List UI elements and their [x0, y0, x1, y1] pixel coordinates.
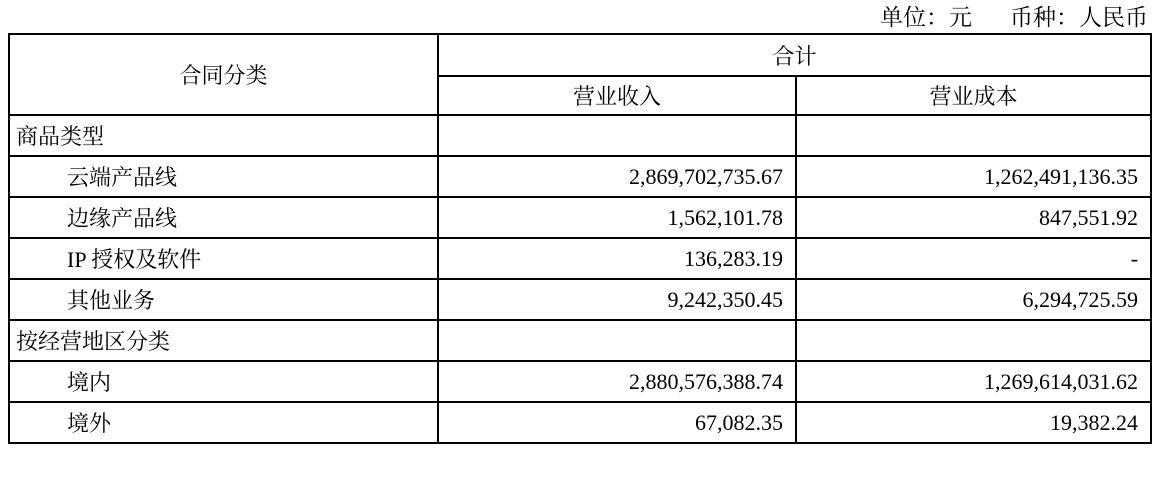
revenue-cell: 1,562,101.78 — [438, 197, 796, 238]
revenue-cell: 136,283.19 — [438, 238, 796, 279]
cost-cell — [796, 115, 1151, 156]
cost-cell: 1,269,614,031.62 — [796, 361, 1151, 402]
revenue-cost-table — [8, 33, 1152, 444]
revenue-cell: 9,242,350.45 — [438, 279, 796, 320]
category-cell: 云端产品线 — [9, 156, 438, 197]
header-operating-cost: 营业成本 — [796, 76, 1151, 115]
table-row — [9, 238, 1151, 279]
category-cell: 按经营地区分类 — [9, 320, 438, 361]
cost-cell: 19,382.24 — [796, 402, 1151, 443]
category-cell: IP 授权及软件 — [9, 238, 438, 279]
unit-label: 单位：元 — [880, 5, 972, 30]
table-row — [9, 402, 1151, 443]
category-cell: 商品类型 — [9, 115, 438, 156]
header-contract-category: 合同分类 — [9, 34, 438, 115]
table-row — [9, 320, 1151, 361]
cost-cell: 847,551.92 — [796, 197, 1151, 238]
revenue-cell — [438, 320, 796, 361]
table-row — [9, 279, 1151, 320]
table-row — [9, 197, 1151, 238]
category-cell: 其他业务 — [9, 279, 438, 320]
unit-currency-line — [880, 3, 1148, 33]
table-row — [9, 361, 1151, 402]
revenue-cell: 2,869,702,735.67 — [438, 156, 796, 197]
cost-cell: - — [796, 238, 1151, 279]
category-cell: 边缘产品线 — [9, 197, 438, 238]
revenue-cell — [438, 115, 796, 156]
header-total: 合计 — [438, 34, 1151, 76]
revenue-cell: 67,082.35 — [438, 402, 796, 443]
table-row — [9, 156, 1151, 197]
cost-cell: 1,262,491,136.35 — [796, 156, 1151, 197]
currency-label: 币种：人民币 — [1010, 5, 1148, 30]
category-cell: 境内 — [9, 361, 438, 402]
revenue-cell: 2,880,576,388.74 — [438, 361, 796, 402]
table-row — [9, 115, 1151, 156]
header-operating-revenue: 营业收入 — [438, 76, 796, 115]
cost-cell: 6,294,725.59 — [796, 279, 1151, 320]
cost-cell — [796, 320, 1151, 361]
category-cell: 境外 — [9, 402, 438, 443]
header-row-group — [9, 34, 1151, 76]
